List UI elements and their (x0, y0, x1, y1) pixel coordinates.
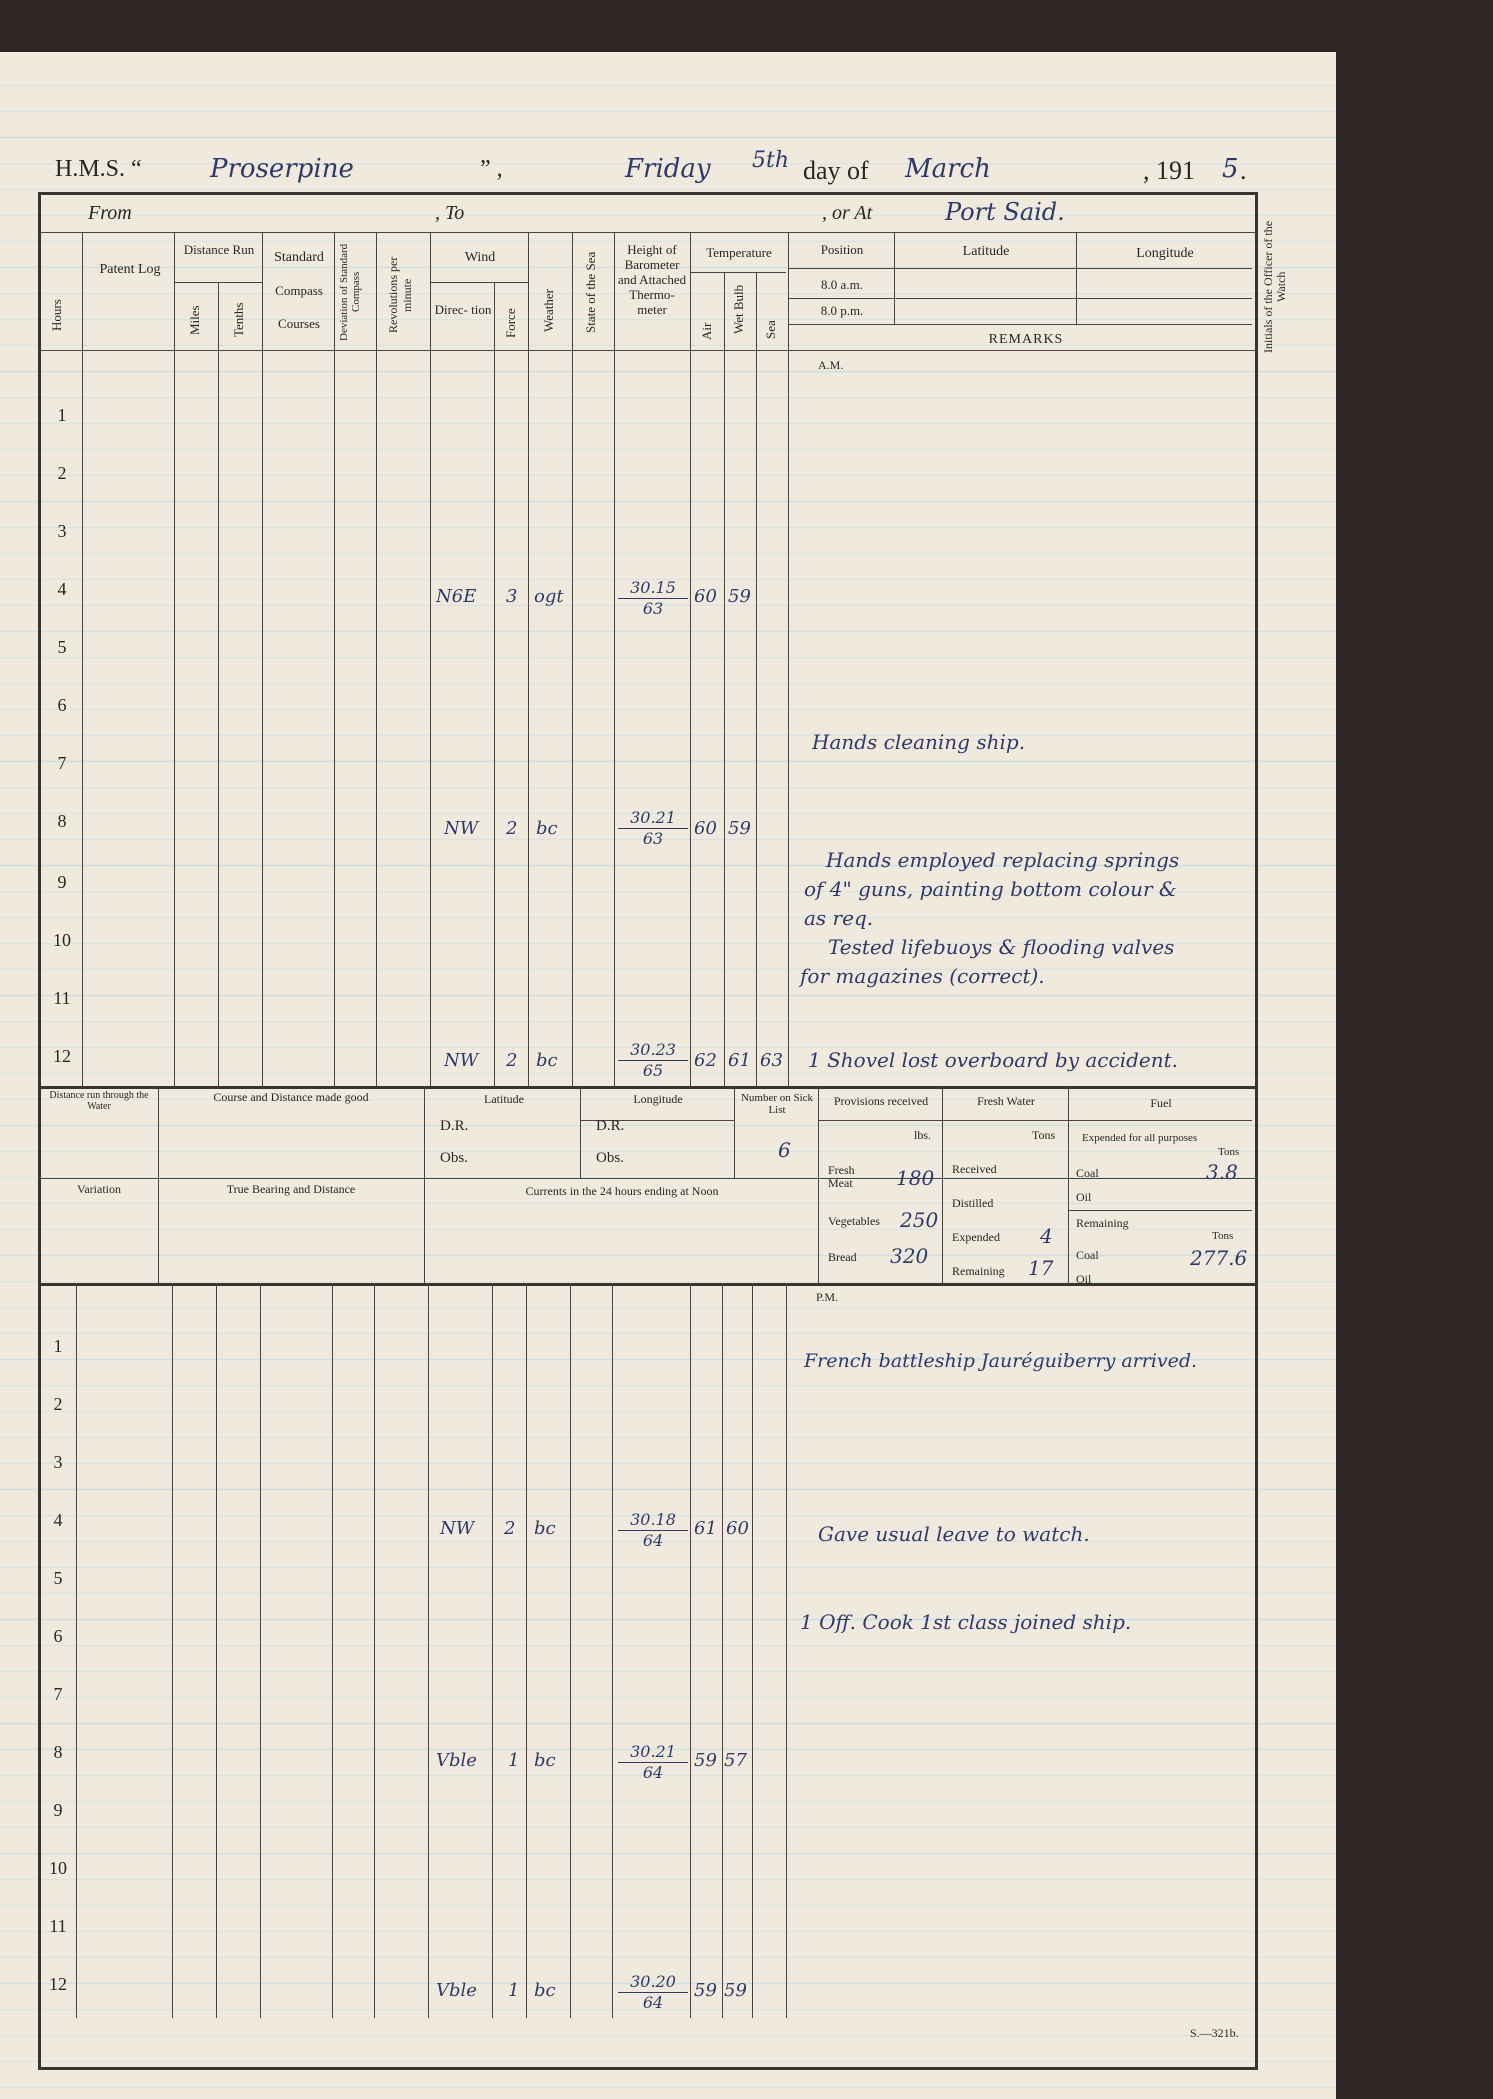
pm-hour: 6 (53, 1626, 63, 1646)
pm-hour: 3 (53, 1452, 63, 1472)
thermometer: 64 (642, 1531, 664, 1550)
barometer: 30.15 (618, 578, 688, 599)
am-hour: 3 (57, 521, 67, 541)
true-bearing-label: True Bearing and Distance (226, 1182, 356, 1196)
wind-direction: Vble (436, 1750, 477, 1771)
fuel-oil-label-2: Oil (1076, 1272, 1092, 1286)
pm-hour: 4 (53, 1510, 63, 1530)
pm-hour: 7 (53, 1684, 63, 1704)
air-temp: 62 (694, 1050, 717, 1071)
year-suffix: . (1240, 156, 1247, 185)
variation-label: Variation (77, 1182, 121, 1196)
barometer-reading (618, 578, 688, 619)
hms-label: H.M.S. “ (55, 156, 142, 182)
col-position: Position (820, 242, 864, 257)
barometer-reading (618, 1972, 688, 2013)
fuel-tons-label: Tons (1218, 1146, 1240, 1158)
remark-line: 1 Off. Cook 1st class joined ship. (800, 1610, 1132, 1634)
water-remaining-value: 17 (1028, 1256, 1054, 1280)
barometer: 30.21 (618, 1742, 688, 1763)
water-distilled-label: Distilled (952, 1196, 994, 1210)
wind-force: 2 (506, 1050, 518, 1071)
ship-name: Proserpine (210, 154, 354, 184)
year-prefix: , 191 (1143, 156, 1195, 185)
day-number: 5th (752, 148, 790, 173)
pm-hour: 5 (53, 1568, 63, 1588)
col-position-am: 8.0 a.m. (821, 277, 863, 292)
remark-line: Gave usual leave to watch. (818, 1522, 1090, 1546)
log-table-frame (38, 192, 1258, 2070)
remark-line: 1 Shovel lost overboard by accident. (808, 1048, 1179, 1072)
fuel-label: Fuel (1150, 1096, 1172, 1110)
water-remaining-label: Remaining (952, 1264, 1005, 1278)
pm-hour: 1 (53, 1336, 63, 1356)
col-air: Air (699, 322, 714, 340)
water-received-label: Received (952, 1162, 997, 1176)
am-hour: 6 (57, 695, 67, 715)
weather: bc (536, 1050, 558, 1071)
barometer: 30.21 (618, 808, 688, 829)
wet-bulb-temp: 57 (724, 1750, 747, 1771)
summary-longitude-label: Longitude (633, 1092, 683, 1106)
weather: ogt (534, 586, 564, 607)
thermometer: 65 (642, 1061, 664, 1080)
water-expended-label: Expended (952, 1230, 1000, 1244)
thermometer: 63 (642, 829, 664, 848)
thermometer: 63 (642, 599, 664, 618)
col-distance-run: Distance Run (183, 242, 255, 257)
wind-force: 3 (506, 586, 518, 607)
at-label: , or At (822, 202, 873, 224)
am-hour: 12 (53, 1046, 71, 1066)
vegetables-label: Vegetables (828, 1214, 880, 1228)
col-wet-bulb: Wet Bulb (731, 284, 746, 334)
col-remarks: REMARKS (988, 332, 1064, 347)
col-latitude: Latitude (962, 244, 1010, 259)
am-hour: 2 (57, 463, 67, 483)
weather: bc (534, 1750, 556, 1771)
pm-hour: 11 (49, 1916, 67, 1936)
am-hour: 7 (57, 753, 67, 773)
form-code: S.—321b. (1190, 2026, 1239, 2040)
ship-name-close-quote: ” , (480, 156, 503, 182)
bread-value: 320 (890, 1244, 929, 1268)
wind-force: 1 (508, 1980, 520, 2001)
sick-list-label: Number on Sick List (740, 1092, 814, 1116)
wet-bulb-temp: 59 (728, 818, 751, 839)
pm-hour: 8 (53, 1742, 63, 1762)
fuel-expended-label: Expended for all purposes (1082, 1132, 1198, 1144)
fuel-coal-remaining-value: 277.6 (1190, 1246, 1248, 1270)
fuel-oil-label: Oil (1076, 1190, 1092, 1204)
summary-latitude-label: Latitude (484, 1092, 524, 1106)
thermometer: 64 (642, 1993, 664, 2012)
am-hour: 5 (57, 637, 67, 657)
pm-hour: 10 (49, 1858, 67, 1878)
scan-background (0, 0, 1493, 52)
provisions-label: Provisions received (833, 1094, 929, 1108)
col-hours: Hours (49, 299, 64, 331)
wind-force: 1 (508, 1750, 520, 1771)
pm-hour: 9 (53, 1800, 63, 1820)
am-hour: 4 (57, 579, 67, 599)
col-tenths: Tenths (231, 302, 246, 338)
air-temp: 60 (694, 818, 717, 839)
wind-direction: NW (444, 1050, 479, 1071)
am-hour: 11 (53, 988, 71, 1008)
wet-bulb-temp: 61 (728, 1050, 751, 1071)
to-label: , To (435, 202, 465, 224)
month: March (905, 154, 991, 184)
remark-line: Hands employed replacing springs (826, 848, 1180, 872)
course-distance-label: Course and Distance made good (213, 1090, 369, 1104)
col-position-pm: 8.0 p.m. (820, 303, 864, 318)
wet-bulb-temp: 59 (728, 586, 751, 607)
col-temperature: Temperature (706, 245, 772, 260)
distance-water-label: Distance run through the Water (49, 1090, 149, 1112)
col-wind-force: Force (503, 308, 518, 338)
thermometer: 64 (642, 1763, 664, 1782)
wind-direction: NW (444, 818, 479, 839)
at-place: Port Said. (945, 198, 1065, 226)
col-revolutions: Revolutions per minute (386, 256, 414, 334)
weather: bc (534, 1980, 556, 2001)
wind-direction: Vble (436, 1980, 477, 2001)
col-patent-log: Patent Log (99, 262, 161, 277)
year-digit: 5 (1222, 154, 1239, 184)
pm-label: P.M. (816, 1290, 839, 1304)
barometer: 30.18 (618, 1510, 688, 1531)
col-weather: Weather (541, 289, 556, 333)
col-standard: Standard (274, 250, 324, 265)
fuel-tons-label-2: Tons (1212, 1230, 1234, 1242)
barometer: 30.20 (618, 1972, 688, 1993)
col-wind-direction: Direc- tion (434, 302, 492, 317)
weekday: Friday (625, 154, 711, 184)
remark-line: Hands cleaning ship. (812, 730, 1026, 754)
fresh-water-label: Fresh Water (977, 1094, 1035, 1108)
col-deviation: Deviation of Standard Compass (338, 243, 362, 341)
wet-bulb-temp: 60 (726, 1518, 749, 1539)
latitude-dr-label: D.R. (440, 1118, 469, 1134)
wind-direction: NW (440, 1518, 475, 1539)
fresh-meat-value: 180 (896, 1166, 935, 1190)
longitude-dr-label: D.R. (596, 1118, 625, 1134)
sea-temp: 63 (760, 1050, 783, 1071)
weather: bc (534, 1518, 556, 1539)
col-state-of-sea: State of the Sea (583, 251, 598, 333)
barometer-reading (618, 808, 688, 849)
col-compass: Compass (275, 283, 323, 298)
am-hour: 1 (57, 405, 67, 425)
col-sea: Sea (763, 320, 778, 340)
lbs-label: lbs. (914, 1128, 932, 1142)
am-hour: 10 (53, 930, 71, 950)
remark-line: Tested lifebuoys & flooding valves (828, 935, 1175, 959)
water-expended-value: 4 (1040, 1224, 1053, 1248)
longitude-obs-label: Obs. (596, 1150, 624, 1166)
weather: bc (536, 818, 558, 839)
am-hour: 9 (57, 872, 67, 892)
bread-label: Bread (828, 1250, 857, 1264)
fuel-coal-label: Coal (1076, 1166, 1099, 1180)
wet-bulb-temp: 59 (724, 1980, 747, 2001)
air-temp: 60 (694, 586, 717, 607)
fuel-remaining-label: Remaining (1076, 1216, 1129, 1230)
fresh-meat-label: Fresh Meat (828, 1163, 855, 1190)
col-initials: Initials of the Officer of the Watch (1261, 220, 1288, 354)
from-label: From (88, 202, 132, 224)
col-wind: Wind (464, 250, 496, 265)
pm-hour: 2 (53, 1394, 63, 1414)
col-miles: Miles (187, 305, 202, 335)
remark-line: as req. (804, 906, 874, 930)
col-courses: Courses (278, 316, 320, 331)
pm-hour: 12 (49, 1974, 67, 1994)
wind-force: 2 (504, 1518, 516, 1539)
water-tons-label: Tons (1032, 1128, 1056, 1142)
air-temp: 61 (694, 1518, 717, 1539)
remark-line: French battleship Jauréguiberry arrived. (804, 1350, 1198, 1372)
currents-label: Currents in the 24 hours ending at Noon (525, 1184, 719, 1198)
barometer-reading (618, 1742, 688, 1783)
fuel-coal-expended-value: 3.8 (1206, 1160, 1238, 1184)
am-label: A.M. (818, 358, 844, 372)
col-barometer: Height of Barometer and Attached Thermo- meter (617, 242, 687, 317)
remark-line: of 4" guns, painting bottom colour & (804, 877, 1177, 901)
barometer-reading (618, 1510, 688, 1551)
day-of-label: day of (803, 156, 869, 185)
latitude-obs-label: Obs. (440, 1150, 468, 1166)
vegetables-value: 250 (900, 1208, 939, 1232)
wind-force: 2 (506, 818, 518, 839)
col-longitude: Longitude (1136, 246, 1194, 261)
barometer-reading (618, 1040, 688, 1081)
header-line (55, 156, 142, 183)
sick-list-value: 6 (778, 1138, 791, 1162)
air-temp: 59 (694, 1980, 717, 2001)
am-hour: 8 (57, 811, 67, 831)
remark-line: for magazines (correct). (800, 964, 1045, 988)
fuel-coal-label-2: Coal (1076, 1248, 1099, 1262)
barometer: 30.23 (618, 1040, 688, 1061)
wind-direction: N6E (436, 586, 477, 607)
air-temp: 59 (694, 1750, 717, 1771)
